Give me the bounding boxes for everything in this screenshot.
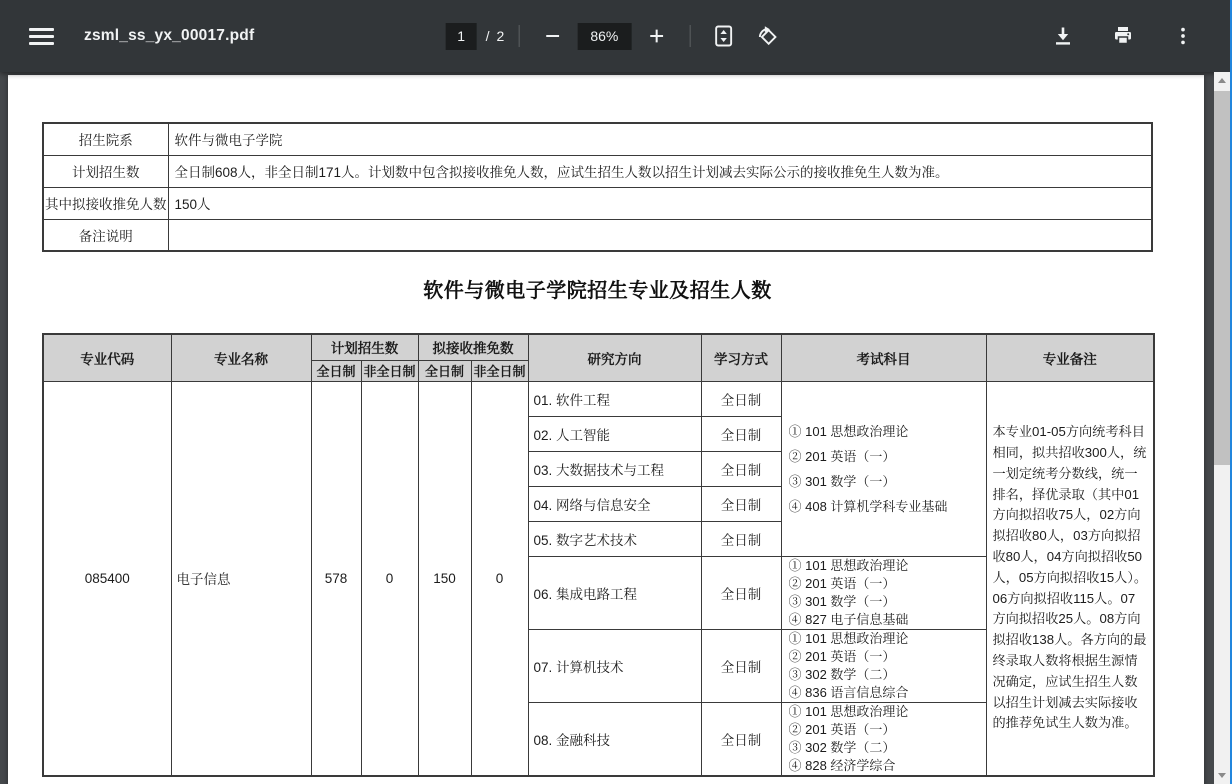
zoom-in-button[interactable] — [637, 17, 675, 55]
zoom-out-button[interactable] — [533, 17, 571, 55]
toolbar-divider — [518, 25, 519, 47]
direction-cell: 07. 计算机技术 — [528, 629, 701, 702]
exam-line: ① 101 思想政治理论 — [788, 630, 909, 646]
pdf-toolbar — [0, 0, 1232, 72]
direction-cell: 05. 数字艺术技术 — [528, 521, 701, 556]
study-mode-cell: 全日制 — [701, 486, 781, 521]
exam-line: ① 101 思想政治理论 — [788, 557, 909, 573]
exam-line: ④ 828 经济学综合 — [788, 757, 896, 773]
scrollbar-thumb[interactable] — [1214, 91, 1230, 465]
info-value-cell: 150人 — [168, 187, 1152, 219]
scroll-down-button[interactable] — [1214, 767, 1230, 784]
minus-icon — [541, 25, 563, 47]
planned-part-time-cell: 0 — [361, 381, 418, 776]
header-exam-subjects: 考试科目 — [781, 334, 986, 381]
plus-icon — [645, 25, 667, 47]
study-mode-cell: 全日制 — [701, 416, 781, 451]
kebab-menu-icon — [1172, 24, 1194, 48]
info-value-cell: 软件与微电子学院 — [168, 123, 1152, 155]
fit-page-button[interactable] — [704, 17, 742, 55]
exam-line: ② 201 英语（一） — [788, 648, 896, 664]
exam-line: ① 101 思想政治理论 — [788, 423, 909, 439]
study-mode-cell: 全日制 — [701, 381, 781, 416]
header-full-time: 全日制 — [311, 360, 361, 381]
zoom-level-display: 86% — [577, 23, 631, 50]
exam-line: ③ 301 数学（一） — [788, 593, 896, 609]
header-part-time: 非全日制 — [471, 360, 528, 381]
exam-line: ④ 836 语言信息综合 — [788, 684, 909, 700]
header-study-mode: 学习方式 — [701, 334, 781, 381]
download-button[interactable] — [1044, 17, 1082, 55]
header-recommended: 拟接收推免数 — [418, 334, 528, 360]
exam-line: ④ 827 电子信息基础 — [788, 611, 909, 627]
planned-full-time-cell: 578 — [311, 381, 361, 776]
arrow-up-icon — [1218, 78, 1226, 83]
table-row — [43, 219, 1152, 251]
admissions-table — [42, 333, 1155, 777]
study-mode-cell: 全日制 — [701, 702, 781, 776]
page-number-input[interactable]: 1 — [446, 23, 477, 50]
scroll-up-button[interactable] — [1214, 72, 1230, 89]
page-separator: / — [485, 28, 490, 44]
direction-cell: 02. 人工智能 — [528, 416, 701, 451]
rotate-icon — [755, 24, 779, 48]
direction-cell: 06. 集成电路工程 — [528, 556, 701, 629]
header-full-time: 全日制 — [418, 360, 471, 381]
header-part-time: 非全日制 — [361, 360, 418, 381]
direction-cell: 01. 软件工程 — [528, 381, 701, 416]
major-code-cell: 085400 — [43, 381, 171, 776]
pdf-page — [8, 75, 1204, 784]
fit-page-icon — [711, 24, 735, 48]
print-icon — [1111, 24, 1135, 48]
info-value-cell: 全日制608人，非全日制171人。计划数中包含拟接收推免人数，应试生招生人数以招生计划减去实际公示的接收推免生人数为准。 — [168, 155, 1152, 187]
hamburger-icon — [29, 28, 54, 45]
pdf-viewer-area — [0, 72, 1232, 784]
info-label-cell: 计划招生数 — [43, 155, 168, 187]
header-direction: 研究方向 — [528, 334, 701, 381]
major-remark-cell: 本专业01-05方向统考科目相同，拟共招收300人，统一划定统考分数线，统一排名，择优录取（其中01方向拟招收75人，02方向拟招收80人，03方向拟招收80人，04方向拟招收50人，05方向拟招收15人）。 06方向拟招收115人。07方向拟招收25人。08方向拟招收138人。各方向的最终录取人数将根据生源情况确定，应试生招生人数以招生计划减去实际接收的推荐免试生人数为准。 — [986, 381, 1154, 776]
info-label-cell: 招生院系 — [43, 123, 168, 155]
exam-subjects-cell — [781, 556, 986, 629]
table-row — [43, 187, 1152, 219]
info-label-cell: 其中拟接收推免人数 — [43, 187, 168, 219]
recommended-full-time-cell: 150 — [418, 381, 471, 776]
recommended-part-time-cell: 0 — [471, 381, 528, 776]
exam-line: ③ 301 数学（一） — [788, 473, 896, 489]
table-header-row — [43, 334, 1154, 360]
exam-line: ② 201 英语（一） — [788, 721, 896, 737]
section-title: 软件与微电子学院招生专业及招生人数 — [423, 280, 772, 302]
header-planned: 计划招生数 — [311, 334, 418, 360]
toolbar-divider — [689, 25, 690, 47]
direction-cell: 04. 网络与信息安全 — [528, 486, 701, 521]
header-major-name: 专业名称 — [171, 334, 311, 381]
rotate-button[interactable] — [748, 17, 786, 55]
more-options-button[interactable] — [1164, 17, 1202, 55]
toolbar-right-group — [1044, 17, 1232, 55]
table-row — [43, 123, 1152, 155]
toolbar-center-group — [446, 0, 787, 72]
page-total: 2 — [496, 28, 505, 44]
table-row — [43, 381, 1154, 416]
exam-subjects-cell — [781, 629, 986, 702]
print-button[interactable] — [1104, 17, 1142, 55]
direction-cell: 08. 金融科技 — [528, 702, 701, 776]
info-table — [42, 122, 1153, 252]
major-name-cell: 电子信息 — [171, 381, 311, 776]
table-row — [43, 155, 1152, 187]
document-filename: zsml_ss_yx_00017.pdf — [84, 27, 255, 44]
exam-line: ② 201 英语（一） — [788, 448, 896, 464]
menu-button[interactable] — [22, 17, 60, 55]
info-label-cell: 备注说明 — [43, 219, 168, 251]
header-major-code: 专业代码 — [43, 334, 171, 381]
study-mode-cell: 全日制 — [701, 629, 781, 702]
header-remark: 专业备注 — [986, 334, 1154, 381]
exam-subjects-cell — [781, 381, 986, 556]
vertical-scrollbar[interactable] — [1214, 72, 1230, 784]
study-mode-cell: 全日制 — [701, 556, 781, 629]
study-mode-cell: 全日制 — [701, 451, 781, 486]
exam-line: ② 201 英语（一） — [788, 575, 896, 591]
exam-line: ③ 302 数学（二） — [788, 666, 896, 682]
download-icon — [1051, 24, 1075, 48]
study-mode-cell: 全日制 — [701, 521, 781, 556]
toolbar-left-group — [0, 17, 254, 55]
info-value-cell — [168, 219, 1152, 251]
direction-cell: 03. 大数据技术与工程 — [528, 451, 701, 486]
exam-line: ④ 408 计算机学科专业基础 — [788, 498, 948, 514]
exam-subjects-cell — [781, 702, 986, 776]
exam-line: ① 101 思想政治理论 — [788, 703, 909, 719]
arrow-down-icon — [1218, 773, 1226, 778]
exam-line: ③ 302 数学（二） — [788, 739, 896, 755]
